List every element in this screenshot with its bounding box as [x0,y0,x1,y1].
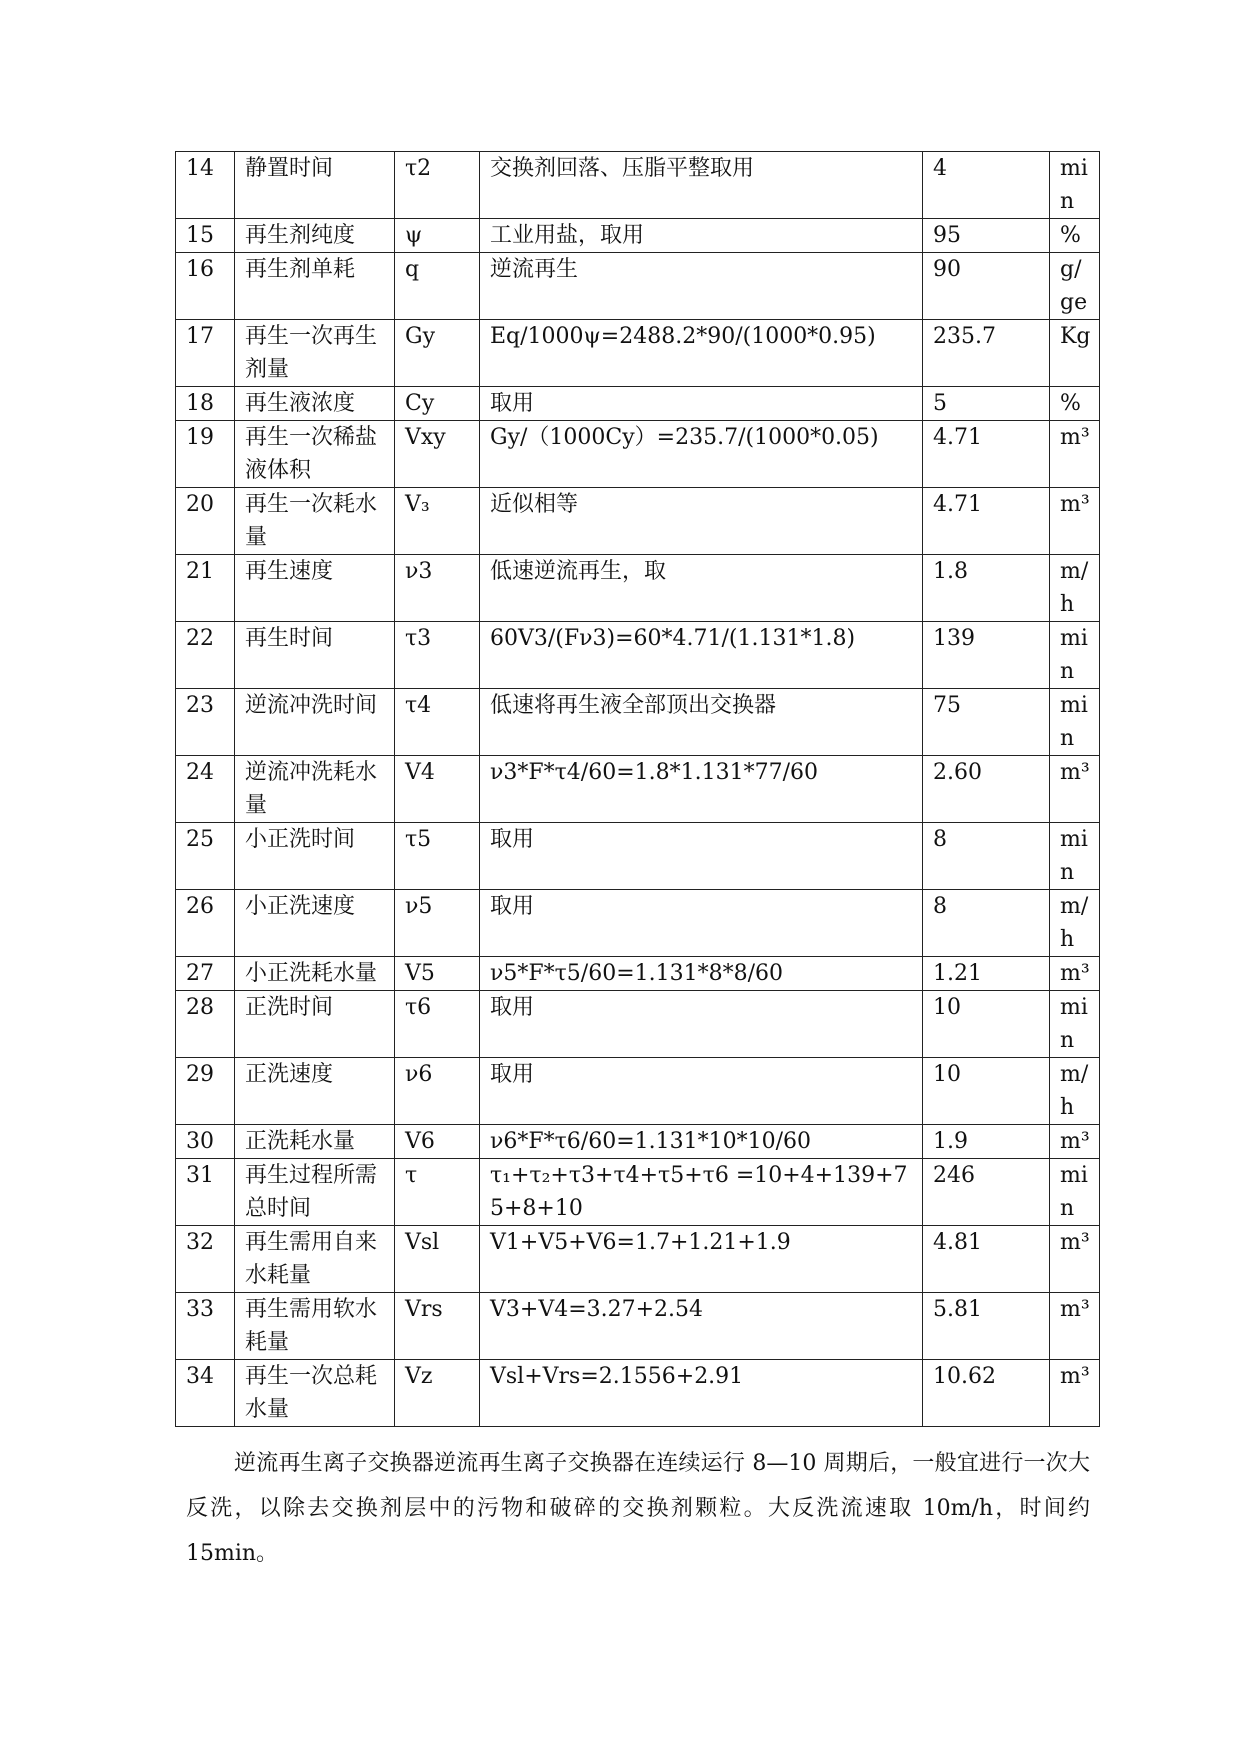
unit-text: m³ [1050,1360,1100,1427]
formula-text: 交换剂回落、压脂平整取用 [480,152,923,219]
table-body [176,152,1100,1427]
parameter-name: 再生速度 [235,555,395,622]
row-number: 25 [176,823,235,890]
row-number: 19 [176,421,235,488]
parameter-symbol: Vz [395,1360,480,1427]
parameter-name: 小正洗速度 [235,890,395,957]
result-value: 139 [923,622,1050,689]
row-number: 31 [176,1159,235,1226]
parameter-name: 再生剂单耗 [235,253,395,320]
parameter-symbol: ν3 [395,555,480,622]
result-value: 10.62 [923,1360,1050,1427]
parameter-name: 正洗速度 [235,1058,395,1125]
unit-text: m³ [1050,421,1100,488]
table-row [176,1360,1100,1427]
row-number: 33 [176,1293,235,1360]
parameter-name: 再生剂纯度 [235,219,395,253]
table-row [176,1293,1100,1360]
formula-text: 取用 [480,387,923,421]
parameter-symbol: Vsl [395,1226,480,1293]
parameter-name: 再生需用软水耗量 [235,1293,395,1360]
row-number: 23 [176,689,235,756]
parameter-name: 静置时间 [235,152,395,219]
formula-text: Gy/（1000Cy）=235.7/(1000*0.05) [480,421,923,488]
result-value: 4.81 [923,1226,1050,1293]
table-row [176,1226,1100,1293]
parameter-symbol: τ [395,1159,480,1226]
parameter-symbol: τ4 [395,689,480,756]
formula-text: 近似相等 [480,488,923,555]
result-value: 10 [923,991,1050,1058]
formula-text: 工业用盐，取用 [480,219,923,253]
unit-text: m³ [1050,957,1100,991]
unit-text: % [1050,387,1100,421]
unit-text: m³ [1050,1293,1100,1360]
result-value: 1.21 [923,957,1050,991]
unit-text: m/h [1050,1058,1100,1125]
parameter-name: 逆流冲洗时间 [235,689,395,756]
unit-text: Kg [1050,320,1100,387]
row-number: 20 [176,488,235,555]
result-value: 235.7 [923,320,1050,387]
unit-text: min [1050,1159,1100,1226]
parameter-symbol: V6 [395,1125,480,1159]
parameter-name: 再生时间 [235,622,395,689]
row-number: 21 [176,555,235,622]
result-value: 2.60 [923,756,1050,823]
formula-text: 取用 [480,823,923,890]
table-row [176,421,1100,488]
unit-text: min [1050,152,1100,219]
parameter-symbol: V5 [395,957,480,991]
table-row [176,1159,1100,1226]
row-number: 15 [176,219,235,253]
table-row [176,890,1100,957]
unit-text: m³ [1050,1125,1100,1159]
parameter-name: 逆流冲洗耗水量 [235,756,395,823]
row-number: 16 [176,253,235,320]
table-row [176,1058,1100,1125]
formula-text: 逆流再生 [480,253,923,320]
formula-text: ν3*F*τ4/60=1.8*1.131*77/60 [480,756,923,823]
parameter-name: 再生一次总耗水量 [235,1360,395,1427]
table-row [176,823,1100,890]
formula-text: τ₁+τ₂+τ3+τ4+τ5+τ6 =10+4+139+75+8+10 [480,1159,923,1226]
unit-text: m³ [1050,1226,1100,1293]
unit-text: min [1050,622,1100,689]
formula-text: V1+V5+V6=1.7+1.21+1.9 [480,1226,923,1293]
table-row [176,1125,1100,1159]
parameter-symbol: q [395,253,480,320]
parameter-name: 再生一次耗水量 [235,488,395,555]
row-number: 24 [176,756,235,823]
table-row [176,622,1100,689]
table-row [176,555,1100,622]
parameter-symbol: V4 [395,756,480,823]
row-number: 32 [176,1226,235,1293]
formula-text: ν6*F*τ6/60=1.131*10*10/60 [480,1125,923,1159]
row-number: 26 [176,890,235,957]
parameter-name: 小正洗耗水量 [235,957,395,991]
unit-text: min [1050,823,1100,890]
result-value: 95 [923,219,1050,253]
result-value: 4.71 [923,488,1050,555]
parameter-symbol: Vrs [395,1293,480,1360]
result-value: 90 [923,253,1050,320]
unit-text: g/ge [1050,253,1100,320]
table-row [176,387,1100,421]
unit-text: m/h [1050,890,1100,957]
parameter-symbol: τ3 [395,622,480,689]
table-row [176,991,1100,1058]
parameter-symbol: ν5 [395,890,480,957]
result-value: 5.81 [923,1293,1050,1360]
table-row [176,957,1100,991]
row-number: 17 [176,320,235,387]
formula-text: 低速逆流再生，取 [480,555,923,622]
unit-text: m³ [1050,756,1100,823]
unit-text: m/h [1050,555,1100,622]
formula-text: Vsl+Vrs=2.1556+2.91 [480,1360,923,1427]
parameter-name: 正洗时间 [235,991,395,1058]
result-value: 4 [923,152,1050,219]
parameter-name: 小正洗时间 [235,823,395,890]
parameter-symbol: τ5 [395,823,480,890]
row-number: 18 [176,387,235,421]
table-row [176,756,1100,823]
row-number: 22 [176,622,235,689]
parameter-symbol: τ6 [395,991,480,1058]
parameter-symbol: τ2 [395,152,480,219]
result-value: 1.9 [923,1125,1050,1159]
formula-text: 取用 [480,991,923,1058]
result-value: 10 [923,1058,1050,1125]
row-number: 34 [176,1360,235,1427]
table-row [176,152,1100,219]
parameter-symbol: Cy [395,387,480,421]
formula-text: 取用 [480,890,923,957]
result-value: 1.8 [923,555,1050,622]
parameter-symbol: Gy [395,320,480,387]
parameter-symbol: V₃ [395,488,480,555]
table-row [176,320,1100,387]
formula-text: ν5*F*τ5/60=1.131*8*8/60 [480,957,923,991]
parameter-name: 再生过程所需总时间 [235,1159,395,1226]
parameter-symbol: ν6 [395,1058,480,1125]
result-value: 8 [923,890,1050,957]
row-number: 29 [176,1058,235,1125]
parameter-symbol: Vxy [395,421,480,488]
result-value: 75 [923,689,1050,756]
formula-text: Eq/1000ψ=2488.2*90/(1000*0.95) [480,320,923,387]
table-row [176,689,1100,756]
parameter-symbol: ψ [395,219,480,253]
unit-text: m³ [1050,488,1100,555]
result-value: 4.71 [923,421,1050,488]
parameter-name: 再生一次再生剂量 [235,320,395,387]
formula-text: 取用 [480,1058,923,1125]
row-number: 30 [176,1125,235,1159]
unit-text: min [1050,689,1100,756]
result-value: 246 [923,1159,1050,1226]
unit-text: min [1050,991,1100,1058]
formula-text: V3+V4=3.27+2.54 [480,1293,923,1360]
row-number: 28 [176,991,235,1058]
unit-text: % [1050,219,1100,253]
table-row [176,219,1100,253]
parameter-name: 再生需用自来水耗量 [235,1226,395,1293]
row-number: 27 [176,957,235,991]
table-row [176,253,1100,320]
result-value: 8 [923,823,1050,890]
body-paragraph: 逆流再生离子交换器逆流再生离子交换器在连续运行 8—10 周期后，一般宜进行一次大反洗，以除去交换剂层中的污物和破碎的交换剂颗粒。大反洗流速取 10m/h，时间约 15min。 [186,1451,1090,1566]
formula-text: 低速将再生液全部顶出交换器 [480,689,923,756]
formula-text: 60V3/(Fν3)=60*4.71/(1.131*1.8) [480,622,923,689]
parameter-name: 再生一次稀盐液体积 [235,421,395,488]
parameter-name: 正洗耗水量 [235,1125,395,1159]
parameter-name: 再生液浓度 [235,387,395,421]
result-value: 5 [923,387,1050,421]
table-row [176,488,1100,555]
row-number: 14 [176,152,235,219]
calculation-table [175,151,1100,1427]
